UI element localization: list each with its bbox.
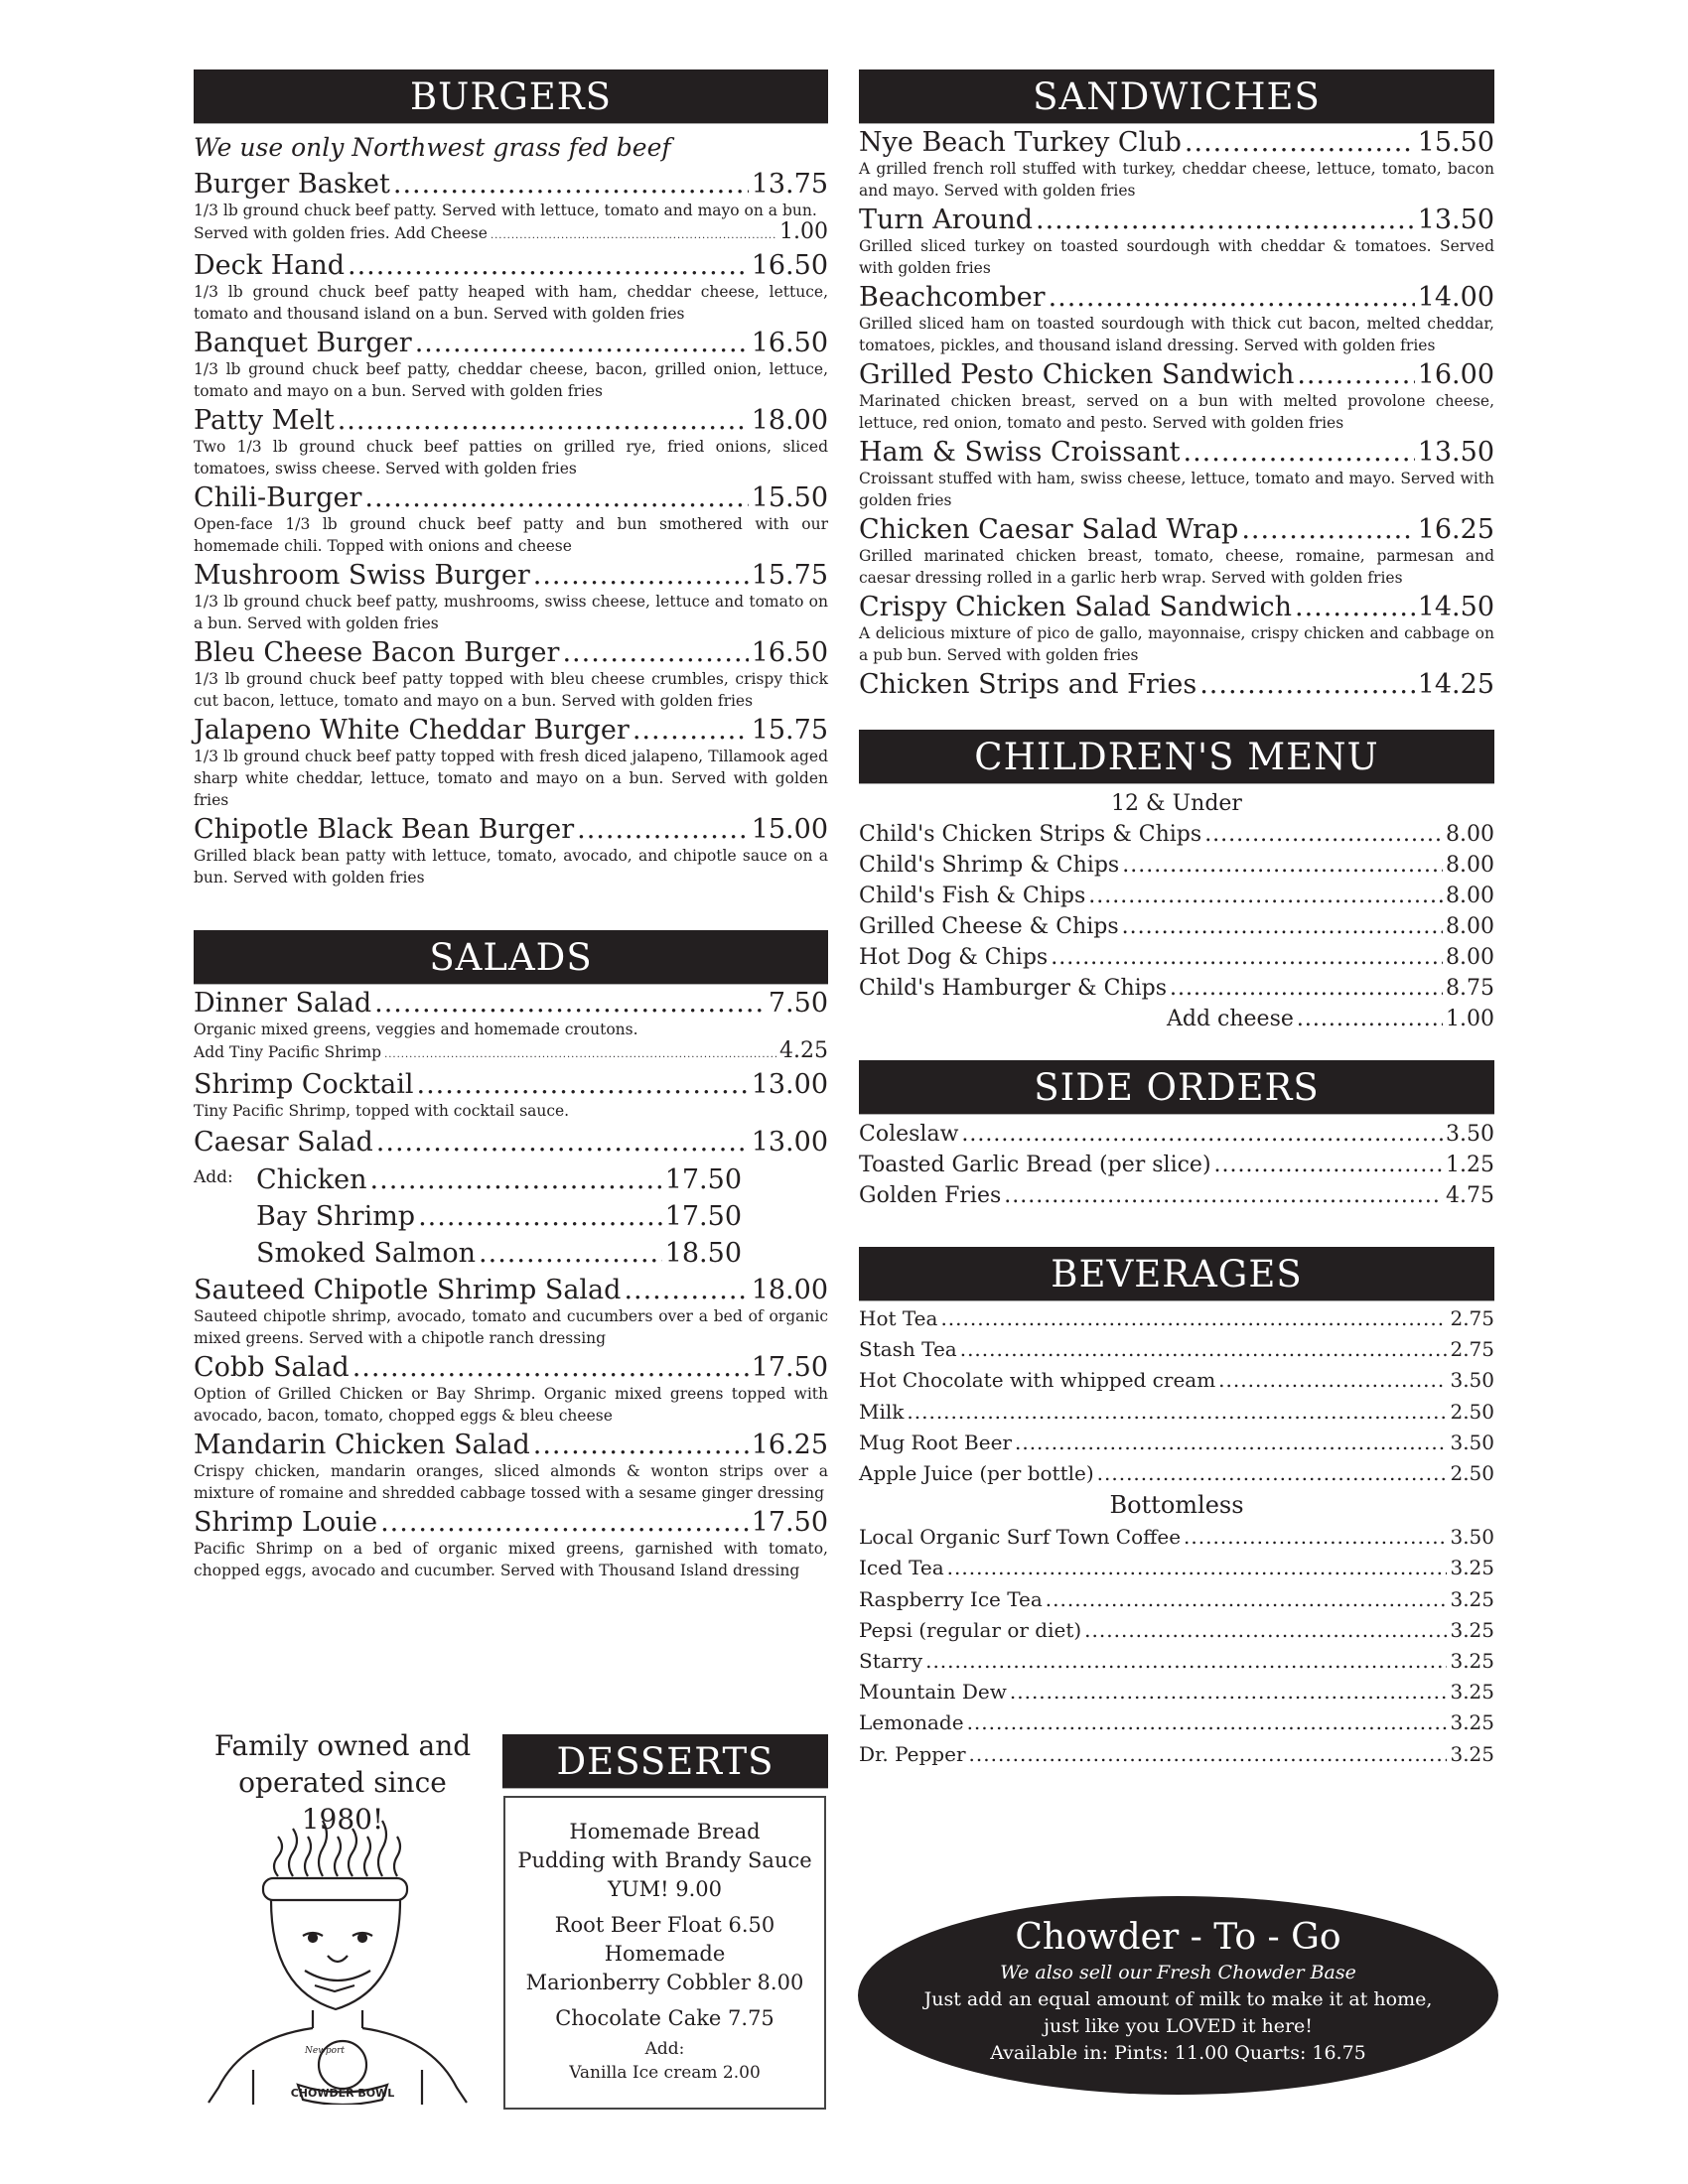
menu-item-description: Grilled black bean patty with lettuce, tomato, avocado, and chipotle sauce on a bun. Served with golden fries [194, 847, 828, 887]
chowder-to-go-oval: Chowder - To - Go We also sell our Fresh Chowder Base Just add an equal amount of milk to make it at home, just like you LOVED it here! Available in: Pints: 11.00 Quarts: 16.75 [858, 1896, 1498, 2095]
caesar-add-smoked-salmon: Smoked Salmon ..... 18.50 [256, 1235, 742, 1272]
menu-item-title: Banquet Burger ..... 16.50 [194, 329, 828, 358]
menu-item-title: Chipotle Black Bean Burger ..... 15.00 [194, 815, 828, 845]
menu-item-title: Mandarin Chicken Salad ..... 16.25 [194, 1431, 828, 1460]
menu-item [194, 1353, 828, 1427]
menu-item [194, 561, 828, 634]
menu-item-title: Ham & Swiss Croissant ..... 13.50 [859, 438, 1494, 468]
menu-line-item: Hot Dog & Chips ..... 8.00 [859, 942, 1494, 973]
menu-item [859, 360, 1494, 434]
menu-line-item: Milk ..... 2.50 [859, 1397, 1494, 1428]
menu-line-item: Apple Juice (per bottle) ..... 2.50 [859, 1458, 1494, 1489]
sandwiches-header: SANDWICHES [859, 69, 1494, 124]
burgers-list [194, 170, 828, 888]
menu-item [194, 170, 828, 247]
menu-line-item: Coleslaw ..... 3.50 [859, 1119, 1494, 1150]
beverages-header: BEVERAGES [859, 1247, 1494, 1301]
menu-item-description: 1/3 lb ground chuck beef patty. Served with lettuce, tomato and mayo on a bun. [194, 202, 817, 219]
burgers-tagline: We use only Northwest grass fed beef [194, 133, 671, 162]
menu-line-item: Hot Chocolate with whipped cream ..... 3.50 [859, 1365, 1494, 1396]
menu-item [194, 406, 828, 479]
menu-item-title: Deck Hand ..... 16.50 [194, 251, 828, 281]
menu-item [859, 670, 1494, 700]
menu-line-item: Child's Hamburger & Chips ..... 8.75 [859, 973, 1494, 1004]
chowder-bowl-mascot-illustration [194, 1817, 492, 2105]
menu-line-item: Grilled Cheese & Chips ..... 8.00 [859, 911, 1494, 942]
menu-item [859, 593, 1494, 666]
salads-list [194, 1276, 828, 1581]
menu-item [859, 205, 1494, 279]
menu-item-title: Jalapeno White Cheddar Burger ..... 15.75 [194, 716, 828, 746]
menu-item-title: Bleu Cheese Bacon Burger ..... 16.50 [194, 638, 828, 668]
menu-line-item: Toasted Garlic Bread (per slice) ..... 1.25 [859, 1150, 1494, 1180]
menu-line-item: Child's Fish & Chips ..... 8.00 [859, 881, 1494, 911]
menu-item-title: Burger Basket ..... 13.75 [194, 170, 828, 200]
menu-line-item: Child's Chicken Strips & Chips ..... 8.00 [859, 819, 1494, 850]
salads-header: SALADS [194, 930, 828, 985]
menu-item-shrimp-cocktail: Shrimp Cocktail ..... 13.00 Tiny Pacific Shrimp, topped with cocktail sauce. [194, 1070, 828, 1122]
burgers-header: BURGERS [194, 69, 828, 124]
menu-item-title: Mushroom Swiss Burger ..... 15.75 [194, 561, 828, 591]
menu-item-description: Crispy chicken, mandarin oranges, sliced almonds & wonton strips over a mixture of romaine and shredded cabbage tossed with a sesame ginger dressing [194, 1462, 828, 1502]
desserts-header: DESSERTS [502, 1734, 828, 1789]
menu-item [194, 1276, 828, 1349]
childrens-menu-list [859, 819, 1494, 1004]
menu-item-title: Patty Melt ..... 18.00 [194, 406, 828, 436]
menu-item-description: 1/3 lb ground chuck beef patty, cheddar cheese, bacon, grilled onion, lettuce, tomato and mayo on a bun. Served with golden fries [194, 360, 828, 400]
menu-item-description: Marinated chicken breast, served on a bun with melted provolone cheese, lettuce, red onion, tomato and pesto. Served with golden fries [859, 392, 1494, 432]
menu-item-description: Grilled sliced ham on toasted sourdough with thick cut bacon, melted cheddar, tomatoes, pickles, and thousand island dressing. Served with golden fries [859, 315, 1494, 354]
bottomless-subtitle: Bottomless [1109, 1491, 1244, 1520]
menu-line-item: Hot Tea ..... 2.75 [859, 1303, 1494, 1334]
menu-item [859, 283, 1494, 356]
menu-item [859, 515, 1494, 589]
childrens-menu-header: CHILDREN'S MENU [859, 730, 1494, 784]
menu-item [194, 638, 828, 712]
menu-item-description: Grilled sliced turkey on toasted sourdough with cheddar & tomatoes. Served with golden fries [859, 237, 1494, 277]
menu-item-title: Shrimp Louie ..... 17.50 [194, 1508, 828, 1538]
childrens-menu-subtitle: 12 & Under [1111, 791, 1242, 816]
menu-line-item: Stash Tea ..... 2.75 [859, 1334, 1494, 1365]
menu-line-item: Pepsi (regular or diet) ..... 3.25 [859, 1615, 1494, 1646]
menu-line-item: Dr. Pepper ..... 3.25 [859, 1739, 1494, 1770]
menu-item-title: Chicken Caesar Salad Wrap ..... 16.25 [859, 515, 1494, 545]
menu-item-title: Chicken Strips and Fries ..... 14.25 [859, 670, 1494, 700]
bottomless-beverages-list [859, 1522, 1494, 1770]
menu-item [859, 128, 1494, 202]
menu-item-description: Pacific Shrimp on a bed of organic mixed greens, garnished with tomato, chopped eggs, avocado and cucumber. Served with Thousand Island dressing [194, 1540, 828, 1579]
menu-item [194, 251, 828, 325]
menu-item [194, 1431, 828, 1504]
childrens-add-cheese: Add cheese ..... 1.00 [1167, 1004, 1494, 1034]
side-orders-header: SIDE ORDERS [859, 1060, 1494, 1115]
menu-item [194, 716, 828, 811]
menu-line-item: Lemonade ..... 3.25 [859, 1707, 1494, 1738]
menu-item [194, 815, 828, 888]
menu-item-title: Cobb Salad ..... 17.50 [194, 1353, 828, 1383]
menu-item [859, 438, 1494, 511]
menu-item-description: A delicious mixture of pico de gallo, mayonnaise, crispy chicken and cabbage on a pub bun. Served with golden fries [859, 624, 1494, 664]
menu-line-item: Raspberry Ice Tea ..... 3.25 [859, 1584, 1494, 1615]
beverages-list [859, 1303, 1494, 1489]
menu-item-title: Turn Around ..... 13.50 [859, 205, 1494, 235]
menu-item-description: 1/3 lb ground chuck beef patty, mushrooms, swiss cheese, lettuce and tomato on a bun. Served with golden fries [194, 593, 828, 632]
menu-item-description: 1/3 lb ground chuck beef patty topped with fresh diced jalapeno, Tillamook aged sharp white cheddar, lettuce, tomato and mayo on a bun. Served with golden fries [194, 748, 828, 809]
menu-line-item: Iced Tea ..... 3.25 [859, 1553, 1494, 1583]
side-orders-list [859, 1119, 1494, 1211]
chowder-to-go-title: Chowder - To - Go [1015, 1917, 1341, 1958]
menu-item-title: Sauteed Chipotle Shrimp Salad ..... 18.00 [194, 1276, 828, 1305]
menu-item-title: Grilled Pesto Chicken Sandwich ..... 16.00 [859, 360, 1494, 390]
svg-text:CHOWDER BOWL: CHOWDER BOWL [290, 2087, 395, 2100]
menu-line-item: Child's Shrimp & Chips ..... 8.00 [859, 850, 1494, 881]
right-column [859, 69, 1494, 1770]
menu-item-title: Nye Beach Turkey Club ..... 15.50 [859, 128, 1494, 158]
menu-item-title: Crispy Chicken Salad Sandwich ..... 14.50 [859, 593, 1494, 622]
menu-item-description: Open-face 1/3 lb ground chuck beef patty and bun smothered with our homemade chili. Topped with onions and cheese [194, 515, 828, 555]
menu-item-caesar-salad: Caesar Salad ..... 13.00 Add: Chicken ..... 17.50 Bay Shrimp ..... 17.50 Smoked Salmon ..... 18.50 [194, 1128, 828, 1272]
menu-item [194, 483, 828, 557]
sandwiches-list [859, 128, 1494, 700]
desserts-box: Homemade Bread Pudding with Brandy Sauce YUM! 9.00 Root Beer Float 6.50 Homemade Marionberry Cobbler 8.00 Chocolate Cake 7.75 Add: Vanilla Ice cream 2.00 [503, 1796, 826, 2110]
menu-line-item: Local Organic Surf Town Coffee ..... 3.50 [859, 1522, 1494, 1553]
menu-item-addon: Served with golden fries. Add Cheese ..... 1.00 [194, 221, 828, 247]
menu-line-item: Golden Fries ..... 4.75 [859, 1180, 1494, 1211]
menu-item-description: 1/3 lb ground chuck beef patty heaped with ham, cheddar cheese, lettuce, tomato and thousand island on a bun. Served with golden fries [194, 283, 828, 323]
menu-item-title: Beachcomber ..... 14.00 [859, 283, 1494, 313]
menu-line-item: Mug Root Beer ..... 3.50 [859, 1428, 1494, 1458]
menu-item-description: Grilled marinated chicken breast, tomato, cheese, romaine, parmesan and caesar dressing rolled in a garlic herb wrap. Served with golden fries [859, 547, 1494, 587]
menu-item-description: Two 1/3 lb ground chuck beef patties on grilled rye, fried onions, sliced tomatoes, swiss cheese. Served with golden fries [194, 438, 828, 478]
caesar-add-bay-shrimp: Bay Shrimp ..... 17.50 [256, 1198, 742, 1235]
svg-text:Newport: Newport [305, 2046, 346, 2056]
menu-item-description: A grilled french roll stuffed with turkey, cheddar cheese, lettuce, tomato, bacon and mayo. Served with golden fries [859, 160, 1494, 200]
caesar-add-label: Add: [194, 1167, 233, 1187]
family-owned-note: Family owned and operated since 1980! [213, 1729, 472, 1836]
menu-item-title: Chili-Burger ..... 15.50 [194, 483, 828, 513]
menu-item [194, 1508, 828, 1581]
menu-line-item: Mountain Dew ..... 3.25 [859, 1677, 1494, 1707]
caesar-add-chicken: Chicken ..... 17.50 [256, 1161, 742, 1198]
menu-item-description: Croissant stuffed with ham, swiss cheese, lettuce, tomato and mayo. Served with golden fries [859, 470, 1494, 509]
left-column [194, 69, 828, 1581]
menu-item-description: 1/3 lb ground chuck beef patty topped with bleu cheese crumbles, crispy thick cut bacon, lettuce, tomato and mayo on a bun. Served with golden fries [194, 670, 828, 710]
menu-item [194, 329, 828, 402]
menu-item-dinner-salad: Dinner Salad ..... 7.50 Organic mixed greens, veggies and homemade croutons. Add Tiny Pacific Shrimp ..... 4.25 [194, 989, 828, 1066]
menu-item-description: Sauteed chipotle shrimp, avocado, tomato and cucumbers over a bed of organic mixed greens. Served with a chipotle ranch dressing [194, 1307, 828, 1347]
menu-line-item: Starry ..... 3.25 [859, 1646, 1494, 1677]
menu-item-description: Option of Grilled Chicken or Bay Shrimp. Organic mixed greens topped with avocado, bacon, tomato, chopped eggs & bleu cheese [194, 1385, 828, 1425]
